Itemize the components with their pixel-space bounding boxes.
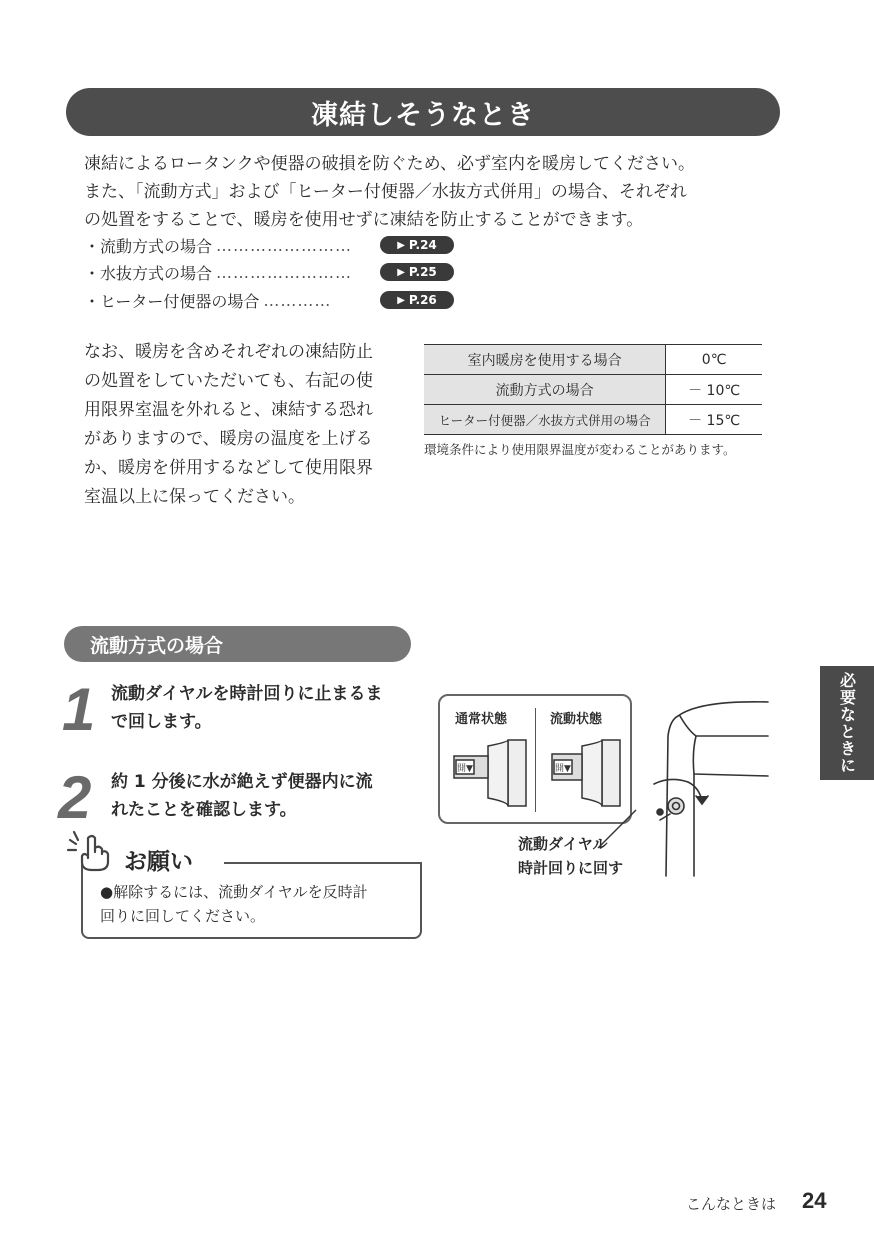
caption-line: 時計回りに回す	[518, 859, 624, 877]
dial-mark-text: 開▼	[457, 764, 473, 774]
ref-label: ・流動方式の場合	[84, 236, 213, 256]
step-number: 1	[62, 676, 96, 743]
step-line: れたことを確認します。	[111, 800, 297, 820]
section-title: 流動方式の場合	[90, 634, 224, 657]
table-cell-condition: 流動方式の場合	[424, 375, 666, 405]
page-ref-badge[interactable]	[380, 263, 454, 281]
play-icon: ▶	[397, 266, 405, 278]
play-icon: ▶	[397, 294, 405, 306]
table-row	[424, 345, 762, 375]
ref-row-drain[interactable]	[84, 259, 484, 285]
play-icon: ▶	[397, 239, 405, 251]
request-text	[100, 880, 410, 928]
ref-dots: ……………………	[216, 262, 353, 282]
pointing-hand-icon	[66, 828, 124, 872]
intro-line: また、「流動方式」および「ヒーター付便器／水抜方式併用」の場合、それぞれ	[84, 182, 687, 202]
footer-section-label: こんなときは	[686, 1195, 777, 1213]
ref-label: ・ヒーター付便器の場合	[84, 291, 260, 311]
request-title: お願い	[124, 849, 193, 875]
table-row	[424, 375, 762, 405]
table-cell-condition: ヒーター付便器／水抜方式併用の場合	[424, 405, 666, 435]
note-line: か、暖房を併用するなどして使用限界	[84, 458, 373, 478]
step-text	[111, 680, 383, 736]
page-title: 凍結しそうなとき	[311, 99, 535, 131]
note-line: なお、暖房を含めそれぞれの凍結防止	[84, 342, 373, 362]
dial-normal-illustration	[448, 732, 534, 812]
ref-label: ・水抜方式の場合	[84, 263, 213, 283]
request-divider	[224, 862, 422, 864]
table-cell-condition: 室内暖房を使用する場合	[424, 345, 666, 375]
label-flow-state: 流動状態	[550, 712, 603, 727]
temperature-limit-table	[424, 344, 762, 435]
table-cell-temp: 0℃	[666, 345, 762, 375]
ref-row-heater[interactable]	[84, 287, 484, 313]
figure-divider	[535, 708, 536, 812]
note-line: の処置をしていただいても、右記の使	[84, 371, 373, 391]
ref-dots: ……………………	[216, 235, 353, 255]
step-text	[111, 768, 373, 824]
ref-dots: …………	[263, 290, 332, 310]
section-header	[64, 626, 411, 662]
page-ref-badge[interactable]	[380, 236, 454, 254]
step-line: 流動ダイヤルを時計回りに止まるま	[111, 684, 383, 704]
step-line: 約 1 分後に水が絶えず便器内に流	[111, 772, 373, 792]
intro-text	[84, 150, 774, 234]
note-paragraph	[84, 338, 414, 512]
page-number: 24	[802, 1188, 827, 1213]
step-number: 2	[58, 764, 92, 831]
table-cell-temp: － 15℃	[666, 405, 762, 435]
intro-line: の処置をすることで、暖房を使用せずに凍結を防止することができます。	[84, 210, 644, 230]
request-line: 回りに回してください。	[100, 907, 266, 925]
dial-flow-illustration	[542, 732, 628, 812]
toilet-tank-illustration	[630, 696, 770, 880]
note-line: 用限界室温を外れると、凍結する恐れ	[84, 400, 373, 420]
dial-mark-text: 開▼	[555, 764, 571, 774]
request-line: ●解除するには、流動ダイヤルを反時計	[100, 883, 368, 901]
intro-line: 凍結によるロータンクや便器の破損を防ぐため、必ず室内を暖房してください。	[84, 154, 695, 174]
table-cell-temp: － 10℃	[666, 375, 762, 405]
page-ref-badge[interactable]	[380, 291, 454, 309]
caption-line: 流動ダイヤル	[518, 835, 608, 853]
side-chapter-tab[interactable]: 必要なときに	[820, 666, 874, 780]
page-ref-text: P.26	[408, 293, 437, 307]
label-normal-state: 通常状態	[455, 712, 508, 727]
page-ref-text: P.24	[408, 238, 437, 252]
page-title-banner	[66, 88, 780, 136]
step-line: で回します。	[111, 712, 212, 732]
ref-row-flow[interactable]	[84, 232, 484, 258]
table-footnote: 環境条件により使用限界温度が変わることがあります。	[424, 442, 736, 457]
figure-caption	[518, 832, 623, 880]
note-line: 室温以上に保ってください。	[84, 487, 305, 507]
note-line: がありますので、暖房の温度を上げる	[84, 429, 373, 449]
table-row	[424, 405, 762, 435]
page-ref-text: P.25	[408, 265, 437, 279]
